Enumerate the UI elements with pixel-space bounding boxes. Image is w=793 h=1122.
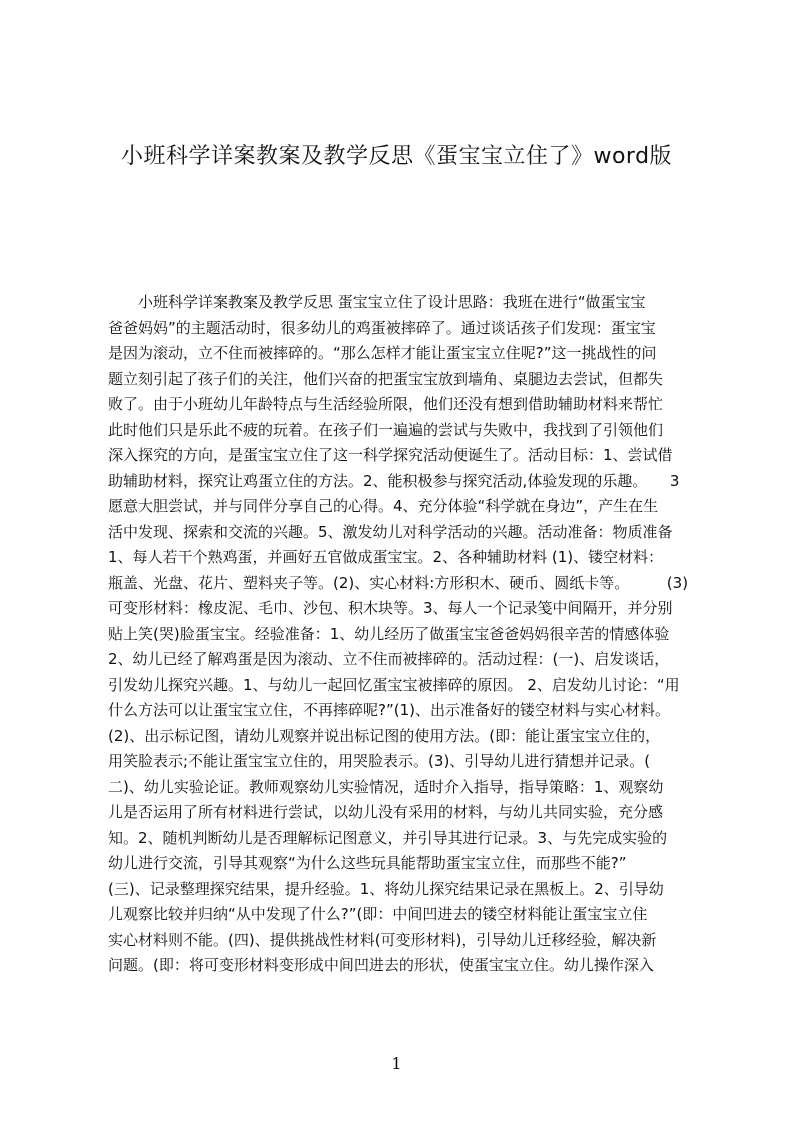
body-line: 知。2、随机判断幼儿是否理解标记图意义，并引导其进行记录。3、与先完成实验的	[108, 828, 668, 847]
body-line: 1、每人若干个熟鸡蛋，并画好五官做成蛋宝宝。2、各种辅助材料 (1)、镂空材料：	[108, 548, 664, 566]
body-line: 愿意大胆尝试，并与同伴分享自己的心得。4、充分体验“科学就在身边”，产生在生	[108, 497, 659, 515]
body-line: 儿是否运用了所有材料进行尝试，以幼儿没有采用的材料，与幼儿共同实验，充分感	[108, 803, 664, 821]
body-line: 此时他们只是乐此不疲的玩着。在孩子们一遍遍的尝试与失败中，我找到了引领他们	[108, 420, 664, 439]
body-line: 幼儿进行交流，引导其观察“为什么这些玩具能帮助蛋宝宝立住，而那些不能?”	[108, 854, 627, 872]
body-line: 问题。(即：将可变形材料变形成中间凹进去的形状，使蛋宝宝立住。幼儿操作深入	[108, 956, 654, 974]
body-line: 二)、幼儿实验论证。教师观察幼儿实验情况，适时介入指导，指导策略：1、观察幼	[108, 777, 664, 796]
document-title: 小班科学详案教案及教学反思《蛋宝宝立住了》word版	[120, 144, 673, 169]
body-line: 贴上笑(哭)脸蛋宝宝。经验准备：1、幼儿经历了做蛋宝宝爸爸妈妈很辛苦的情感体验	[108, 624, 670, 643]
body-line: 是因为滚动，立不住而被摔碎的。“那么怎样才能让蛋宝宝立住呢?”这一挑战性的问	[108, 344, 657, 362]
body-line: 可变形材料：橡皮泥、毛巾、沙包、积木块等。3、每人一个记录笺中间隔开，并分别	[108, 599, 673, 617]
body-line: 活中发现、探索和交流的兴趣。5、激发幼儿对科学活动的兴趣。活动准备：物质准备	[108, 522, 673, 541]
body-line: (三)、记录整理探究结果，提升经验。1、将幼儿探究结果记录在黑板上。2、引导幼	[108, 879, 664, 898]
body-line: (2)、出示标记图，请幼儿观察并说出标记图的使用方法。(即：能让蛋宝宝立住的，	[108, 726, 661, 745]
page-number: 1	[391, 1054, 402, 1073]
body-line: 实心材料则不能。(四)、提供挑战性材料(可变形材料)，引导幼儿迁移经验，解决新	[108, 930, 657, 949]
body-line: 败了。由于小班幼儿年龄特点与生活经验所限，他们还没有想到借助辅助材料来帮忙	[108, 395, 664, 413]
body-line: 用笑脸表示;不能让蛋宝宝立住的，用哭脸表示。(3)、引导幼儿进行猜想并记录。(	[108, 752, 651, 770]
body-line: 2、幼儿已经了解鸡蛋是因为滚动、立不住而被摔碎的。活动过程：(一)、启发谈话，	[108, 650, 670, 668]
body-line: 助辅助材料，探究让鸡蛋立住的方法。2、能积极参与探究活动,体验发现的乐趣。 3	[108, 471, 680, 490]
body-line: 题立刻引起了孩子们的关注，他们兴奋的把蛋宝宝放到墙角、桌腿边去尝试，但都失	[108, 369, 664, 388]
body-line: 爸爸妈妈”的主题活动时，很多幼儿的鸡蛋被摔碎了。通过谈话孩子们发现：蛋宝宝	[108, 318, 656, 337]
document-body	[108, 290, 698, 979]
body-line: 瓶盖、光盘、花片、塑料夹子等。(2)、实心材料:方形积木、硬币、圆纸卡等。 (3)	[108, 573, 689, 592]
body-line: 什么方法可以让蛋宝宝立住，不再摔碎呢?”(1)、出示准备好的镂空材料与实心材料。	[108, 701, 670, 719]
body-line: 小班科学详案教案及教学反思 蛋宝宝立住了设计思路：我班在进行“做蛋宝宝	[108, 293, 646, 311]
body-line: 深入探究的方向，是蛋宝宝立住了这一科学探究活动便诞生了。活动目标：1、尝试借	[108, 446, 673, 464]
body-line: 引发幼儿探究兴趣。1、与幼儿一起回忆蛋宝宝被摔碎的原因。 2、启发幼儿讨论：“用	[108, 675, 680, 694]
body-line: 儿观察比较并归纳“从中发现了什么?”(即：中间凹进去的镂空材料能让蛋宝宝立住	[108, 905, 648, 923]
